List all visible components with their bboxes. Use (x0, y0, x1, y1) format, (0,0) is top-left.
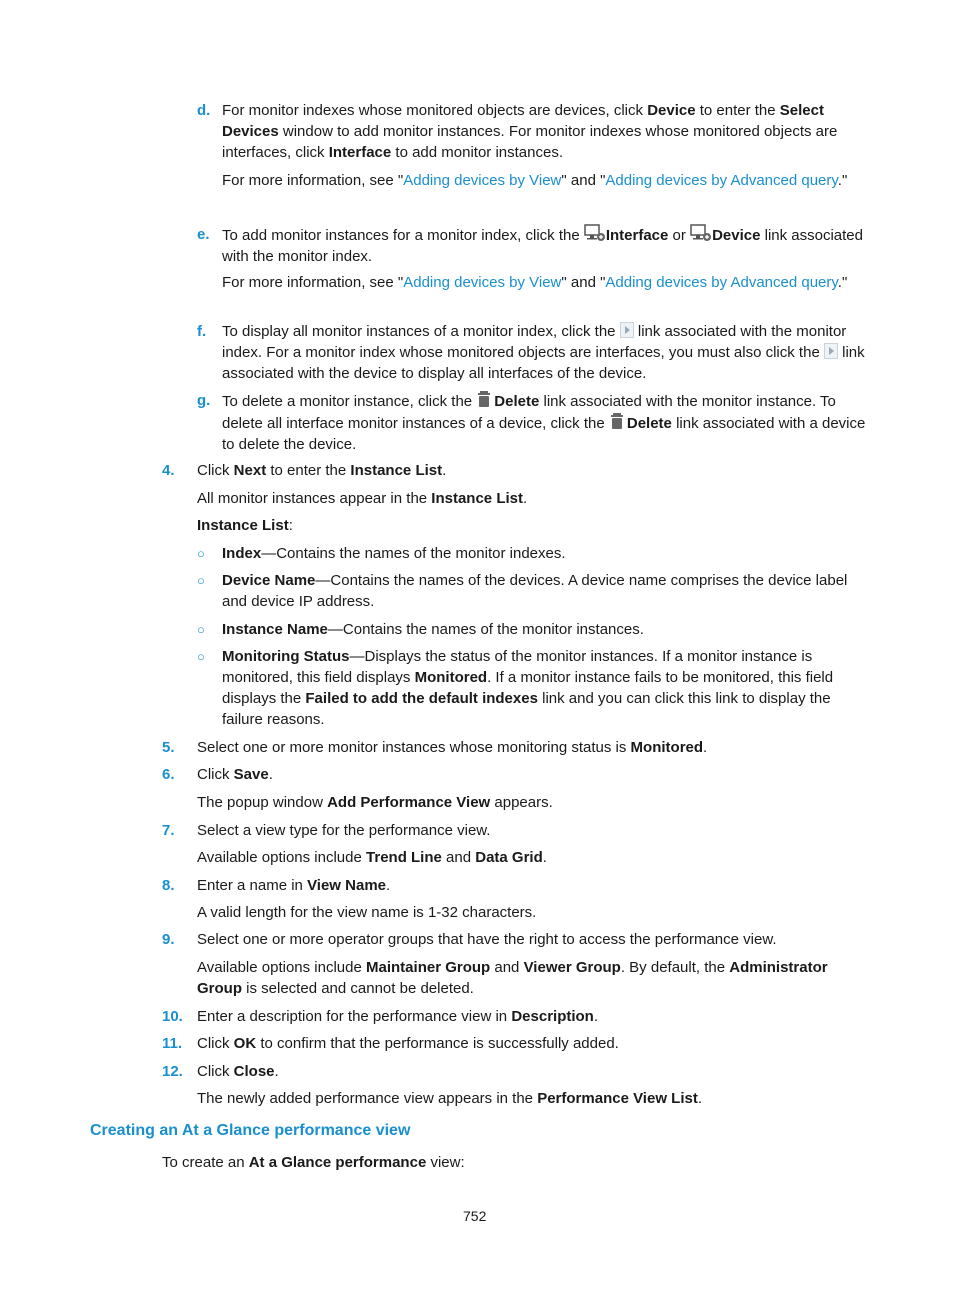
bullet-device-name: Device Name—Contains the names of the devices. A device name comprises the device label and device IP address. (222, 572, 848, 610)
step-marker-5: 5. (162, 739, 175, 756)
bullet-circle: ○ (197, 573, 205, 588)
bullet-circle: ○ (197, 546, 205, 561)
expand-arrow-icon (620, 322, 634, 338)
bullet-instance-name: Instance Name—Contains the names of the monitor instances. (222, 621, 644, 638)
step-8-text: Enter a name in View Name. (197, 877, 391, 894)
monitor-add-icon (690, 224, 712, 242)
section-heading: Creating an At a Glance performance view (90, 1122, 411, 1139)
bullet-index: Index—Contains the names of the monitor indexes. (222, 545, 566, 562)
step-4-text: Click Next to enter the Instance List. (197, 462, 447, 479)
expand-arrow-icon (824, 343, 838, 359)
step-6-note: The popup window Add Performance View appears. (197, 794, 553, 811)
step-marker-6: 6. (162, 766, 175, 783)
step-4-note: All monitor instances appear in the Instance List. (197, 490, 528, 507)
monitor-add-icon (584, 224, 606, 242)
bullet-monitoring-status: Monitoring Status—Displays the status of the monitor instances. If a monitor instance is monitored, this field displays Monitored. If a monitor instance fails to be monitored, this field displays the Failed to add the default indexes link and you can click this link to display the failure reasons. (222, 648, 834, 728)
step-f-text: To display all monitor instances of a monitor index, click the link associated with the monitor index. For a monitor index whose monitored objects are interfaces, you must also click the link associated with the device to display all interfaces of the device. (222, 323, 865, 382)
step-g-text: To delete a monitor instance, click the Delete link associated with the monitor instance. To delete all interface monitor instances of a device, click the Delete link associated with a device to delete the device. (222, 390, 870, 455)
step-marker-g: g. (197, 392, 211, 409)
bullet-circle: ○ (197, 622, 205, 637)
trash-icon (476, 390, 494, 408)
step-marker-11: 11. (162, 1035, 183, 1052)
instance-list-label: Instance List: (197, 517, 293, 534)
step-7-note: Available options include Trend Line and Data Grid. (197, 849, 547, 866)
step-10-text: Enter a description for the performance view in Description. (197, 1008, 599, 1025)
step-9-text: Select one or more operator groups that have the right to access the performance view. (197, 931, 777, 948)
step-marker-e: e. (197, 226, 210, 243)
step-12-text: Click Close. (197, 1063, 279, 1080)
step-d-text: For monitor indexes whose monitored objects are devices, click Device to enter the Select Devices window to add monitor instances. For monitor indexes whose monitored objects are interfaces, click Interface to add monitor instances. (222, 102, 838, 161)
step-d-info: For more information, see "Adding devices by View" and "Adding devices by Advanced query." (222, 172, 848, 189)
step-6-text: Click Save. (197, 766, 273, 783)
step-5-text: Select one or more monitor instances whose monitoring status is Monitored. (197, 739, 708, 756)
step-12-note: The newly added performance view appears in the Performance View List. (197, 1090, 702, 1107)
step-e-info: For more information, see "Adding devices by View" and "Adding devices by Advanced query." (222, 274, 848, 291)
link-adding-devices-by-view[interactable]: Adding devices by View (403, 172, 562, 189)
step-marker-7: 7. (162, 822, 175, 839)
step-marker-d: d. (197, 102, 211, 119)
step-e-text: To add monitor instances for a monitor index, click the Interface or Device link associated with the monitor index. (222, 224, 867, 267)
link-adding-devices-by-advanced-query[interactable]: Adding devices by Advanced query (605, 274, 838, 291)
step-marker-12: 12. (162, 1063, 183, 1080)
step-marker-8: 8. (162, 877, 175, 894)
step-marker-f: f. (197, 323, 207, 340)
step-11-text: Click OK to confirm that the performance is successfully added. (197, 1035, 619, 1052)
link-adding-devices-by-view[interactable]: Adding devices by View (403, 274, 562, 291)
step-marker-9: 9. (162, 931, 175, 948)
section-intro: To create an At a Glance performance view: (162, 1154, 465, 1171)
trash-icon (609, 412, 627, 430)
step-8-note: A valid length for the view name is 1-32 characters. (197, 904, 537, 921)
step-7-text: Select a view type for the performance view. (197, 822, 491, 839)
step-9-note: Available options include Maintainer Group and Viewer Group. By default, the Administrator Group is selected and cannot be deleted. (197, 959, 828, 997)
bullet-circle: ○ (197, 649, 205, 664)
page-number: 752 (463, 1208, 487, 1224)
step-marker-10: 10. (162, 1008, 183, 1025)
link-adding-devices-by-advanced-query[interactable]: Adding devices by Advanced query (605, 172, 838, 189)
step-marker-4: 4. (162, 462, 175, 479)
